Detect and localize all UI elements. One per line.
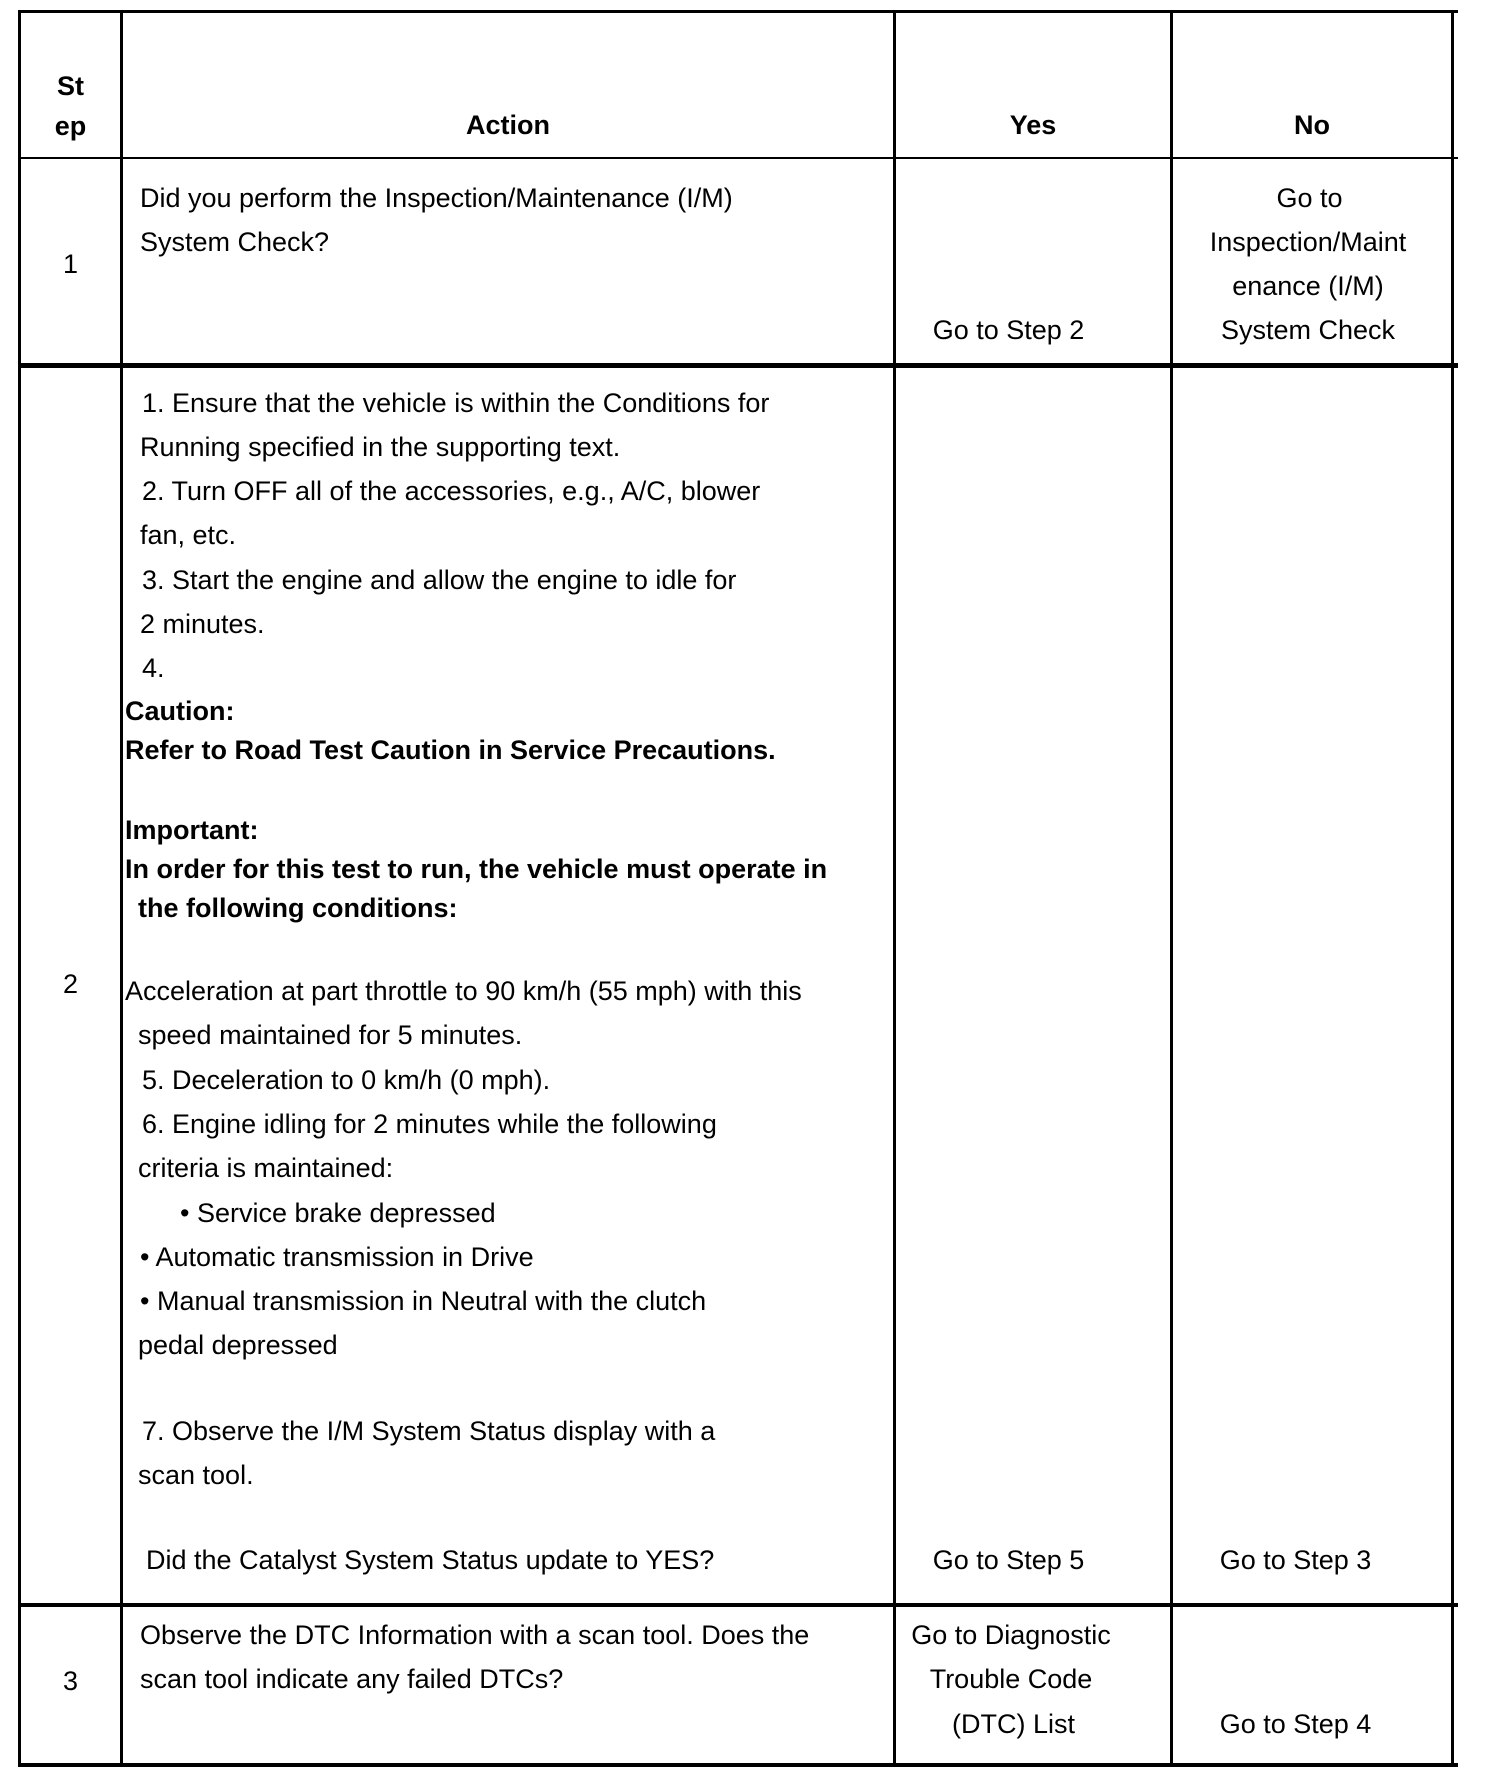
col-divider-step <box>120 10 123 1767</box>
row2-line-12: criteria is maintained: <box>138 1153 394 1183</box>
row2-line-11: 6. Engine idling for 2 minutes while the following <box>142 1109 717 1139</box>
row3-action-line1: Observe the DTC Information with a scan tool. Does the <box>140 1620 810 1650</box>
row2-line-02: Running specified in the supporting text. <box>140 432 621 462</box>
row1-yes: Go to Step 2 <box>932 315 1085 345</box>
row3-step: 3 <box>62 1666 79 1696</box>
row2-line-14: • Automatic transmission in Drive <box>140 1242 534 1272</box>
row2-line-01: 1. Ensure that the vehicle is within the Conditions for <box>142 388 770 418</box>
row1-divider <box>18 363 1458 368</box>
header-step <box>21 66 120 146</box>
row2-line-06: 2 minutes. <box>140 609 265 639</box>
header-step-line2: ep <box>54 111 87 141</box>
col-divider-action <box>893 10 896 1767</box>
important-title: Important: <box>125 815 259 845</box>
row3-yes-line1: Go to Diagnostic <box>911 1620 1111 1650</box>
row2-line-15: • Manual transmission in Neutral with the clutch <box>140 1286 707 1316</box>
header-step-line1: St <box>57 71 84 101</box>
row2-line-07: 4. <box>142 653 165 683</box>
row1-step: 1 <box>62 249 79 279</box>
caution-title: Caution: <box>125 696 235 726</box>
row3-action-line2: scan tool indicate any failed DTCs? <box>140 1664 564 1694</box>
row1-no-line1: Go to <box>1276 183 1343 213</box>
row3-no: Go to Step 4 <box>1219 1709 1372 1739</box>
row2-question: Did the Catalyst System Status update to YES? <box>146 1545 715 1575</box>
row2-line-08: Acceleration at part throttle to 90 km/h (55 mph) with this <box>125 976 802 1006</box>
row2-line-18: scan tool. <box>138 1460 254 1490</box>
table-border-top <box>18 10 1458 13</box>
row3-yes-line3: (DTC) List <box>952 1709 1075 1739</box>
table-border-bottom <box>18 1763 1458 1767</box>
row2-line-17: 7. Observe the I/M System Status display with a <box>142 1416 716 1446</box>
row2-line-04: fan, etc. <box>140 520 237 550</box>
caution-text: Refer to Road Test Caution in Service Precautions. <box>125 735 776 765</box>
row1-no-line4: System Check <box>1220 315 1396 345</box>
row1-action-line2: System Check? <box>140 227 330 257</box>
row2-line-09: speed maintained for 5 minutes. <box>138 1020 523 1050</box>
row1-action-line1: Did you perform the Inspection/Maintenance (I/M) <box>140 183 733 213</box>
row2-line-13: • Service brake depressed <box>180 1198 496 1228</box>
table-border-right <box>1451 10 1454 1767</box>
row2-line-05: 3. Start the engine and allow the engine to idle for <box>142 565 737 595</box>
row2-line-10: 5. Deceleration to 0 km/h (0 mph). <box>142 1065 551 1095</box>
row2-line-03: 2. Turn OFF all of the accessories, e.g., A/C, blower <box>142 476 761 506</box>
row1-no-line2: Inspection/Maint <box>1209 227 1407 257</box>
header-no: No <box>1294 110 1330 140</box>
row3-yes-line2: Trouble Code <box>929 1664 1093 1694</box>
row2-line-16: pedal depressed <box>138 1330 338 1360</box>
important-line2: the following conditions: <box>138 893 458 923</box>
row2-step: 2 <box>62 969 79 999</box>
row2-yes: Go to Step 5 <box>932 1545 1085 1575</box>
header-divider <box>18 157 1458 159</box>
row2-no: Go to Step 3 <box>1219 1545 1372 1575</box>
header-action: Action <box>466 110 550 140</box>
row2-divider <box>18 1603 1458 1607</box>
row1-no-line3: enance (I/M) <box>1232 271 1384 301</box>
important-line1: In order for this test to run, the vehicle must operate in <box>125 854 828 884</box>
header-yes: Yes <box>1009 110 1057 140</box>
